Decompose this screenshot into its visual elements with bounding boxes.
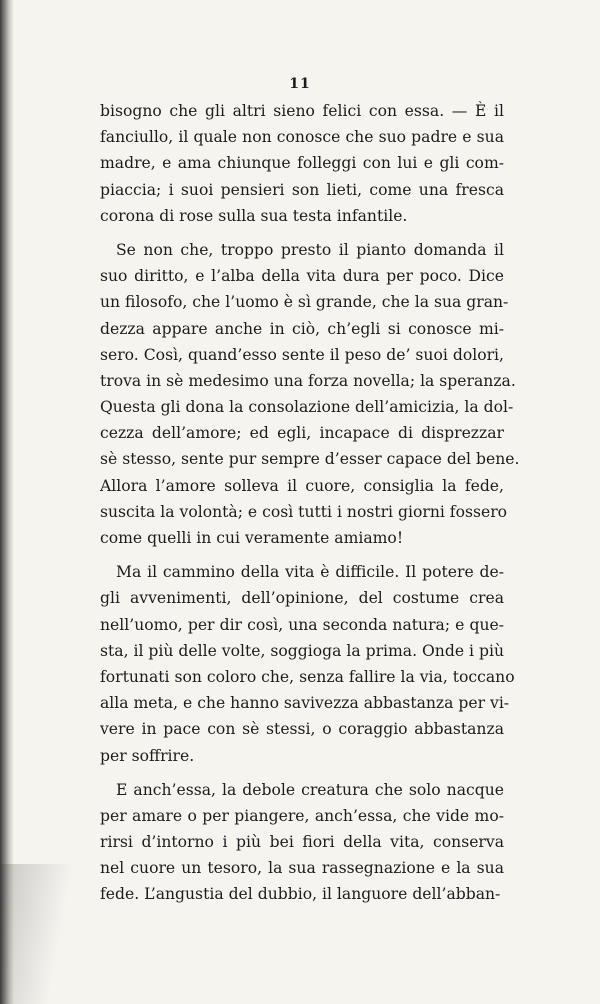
body-text	[100, 98, 520, 916]
text-line: come quelli in cui veramente amiamo!	[100, 529, 404, 547]
text-line: piaccia; i suoi pensieri son lieti, come una fresca	[100, 180, 504, 199]
text-line: nel cuore un tesoro, la sua rassegnazione e la sua	[100, 859, 504, 878]
paragraph	[100, 237, 520, 551]
text-line: gli avvenimenti, dell’opinione, del costume crea	[100, 589, 504, 608]
text-line: Allora l’amore solleva il cuore, consiglia la fede,	[100, 476, 504, 495]
text-line: madre, e ama chiunque folleggi con lui e gli com-	[100, 154, 504, 173]
text-line: trova in sè medesimo una forza novella; la speranza.	[100, 371, 516, 390]
page-stain	[0, 864, 80, 1004]
text-line: sero. Così, quand’esso sente il peso de’ suoi dolori,	[100, 345, 504, 364]
text-line: corona di rose sulla sua testa infantile.	[100, 206, 408, 225]
text-line: Se non che, troppo presto il pianto domanda il	[116, 240, 504, 259]
text-line: nell’uomo, per dir così, una seconda natura; e que-	[100, 615, 504, 634]
text-line: Ma il cammino della vita è difficile. Il potere de-	[116, 563, 504, 582]
text-line: cezza dell’amore; ed egli, incapace di disprezzar	[100, 424, 504, 443]
text-line: alla meta, e che hanno savivezza abbastanza per vi-	[100, 694, 510, 713]
text-line: Questa gli dona la consolazione dell’amicizia, la dol-	[100, 398, 514, 417]
text-line: fede. L’angustia del dubbio, il languore dell’abban-	[100, 885, 501, 904]
text-line: E anch’essa, la debole creatura che solo nacque	[116, 780, 504, 799]
paragraph	[100, 777, 504, 908]
text-line: un filosofo, che l’uomo è sì grande, che la sua gran-	[100, 293, 509, 312]
text-line: fortunati son coloro che, senza fallire la via, toccano	[100, 667, 515, 686]
text-line: fanciullo, il quale non conosce che suo padre e sua	[100, 128, 504, 147]
page-number: 11	[289, 76, 311, 92]
text-line: suscita la volontà; e così tutti i nostri giorni fossero	[100, 502, 508, 521]
text-line: sè stesso, sente pur sempre d’esser capace del bene.	[100, 450, 520, 469]
text-line: per amare o per piangere, anch’essa, che vide mo-	[100, 806, 504, 825]
text-line: bisogno che gli altri sieno felici con essa. — È il	[100, 102, 504, 120]
text-line: vere in pace con sè stessi, o coraggio abbastanza	[100, 720, 504, 739]
paragraph	[100, 559, 515, 769]
page-binding-edge	[0, 0, 14, 1004]
text-line: rirsi d’intorno i più bei fiori della vita, conserva	[100, 833, 504, 852]
text-line: suo diritto, e l’alba della vita dura per poco. Dice	[100, 267, 504, 286]
text-line: per soffrire.	[100, 746, 195, 765]
paragraph	[100, 98, 504, 229]
text-line: dezza appare anche in ciò, ch’egli si conosce mi-	[100, 319, 504, 338]
text-line: sta, il più delle volte, soggioga la prima. Onde i più	[100, 641, 504, 660]
